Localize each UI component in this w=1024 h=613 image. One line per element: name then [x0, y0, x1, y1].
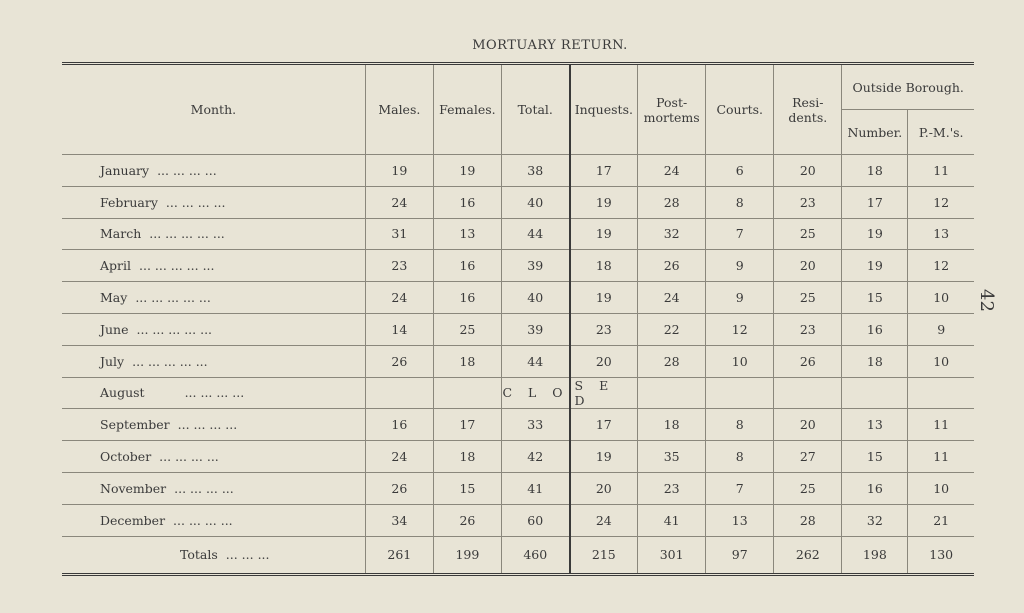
- header-month: Month.: [190, 102, 237, 117]
- leader-dots: ... ... ... ...: [177, 417, 238, 433]
- closed-label-part2: S E D: [574, 377, 615, 408]
- postmortems-cell: 32: [638, 218, 706, 250]
- females-cell: 17: [433, 409, 501, 441]
- number-cell: 16: [842, 472, 908, 504]
- month-cell: [62, 345, 365, 377]
- courts-cell: 10: [706, 345, 774, 377]
- residents-cell: 28: [774, 504, 842, 536]
- total-cell: 33: [501, 409, 569, 441]
- total-cell: [501, 377, 569, 409]
- header-males: Males.: [365, 64, 433, 155]
- number-cell: 15: [842, 282, 908, 314]
- residents-cell: 23: [774, 186, 842, 218]
- number-cell: 13: [842, 409, 908, 441]
- postmortems-cell: 301: [638, 536, 706, 574]
- month-cell: [62, 250, 365, 282]
- residents-cell: 20: [774, 409, 842, 441]
- males-cell: 23: [365, 250, 433, 282]
- postmortems-cell: 23: [638, 472, 706, 504]
- residents-cell: 20: [774, 155, 842, 187]
- header-total: Total.: [501, 64, 569, 155]
- residents-cell: 25: [774, 218, 842, 250]
- total-cell: 60: [501, 504, 569, 536]
- pms-cell: 21: [908, 504, 974, 536]
- leader-dots: ... ... ... ... ...: [135, 290, 211, 306]
- mortuary-table: [62, 62, 974, 576]
- inquests-cell: 19: [570, 218, 638, 250]
- inquests-cell: 215: [570, 536, 638, 574]
- courts-cell: 97: [706, 536, 774, 574]
- header-residents-line2: dents.: [788, 109, 828, 125]
- number-cell: 198: [842, 536, 908, 574]
- leader-dots: ... ... ... ...: [173, 512, 233, 528]
- courts-cell: 13: [706, 504, 774, 536]
- header-residents-line1: Resi-: [792, 94, 824, 110]
- residents-cell: 25: [774, 472, 842, 504]
- males-cell: 26: [365, 345, 433, 377]
- postmortems-cell: [638, 377, 706, 409]
- males-cell: 34: [365, 504, 433, 536]
- postmortems-cell: 35: [638, 441, 706, 473]
- leader-dots: ... ... ... ...: [159, 449, 219, 465]
- table-row: [62, 345, 974, 377]
- month-cell: [62, 282, 365, 314]
- table-body: [62, 155, 974, 575]
- month-label: August: [100, 385, 145, 401]
- page-number: 42: [975, 289, 997, 312]
- courts-cell: 8: [706, 409, 774, 441]
- postmortems-cell: 28: [638, 186, 706, 218]
- month-cell: [62, 441, 365, 473]
- courts-cell: 8: [706, 441, 774, 473]
- postmortems-cell: 24: [638, 155, 706, 187]
- residents-cell: [774, 377, 842, 409]
- number-cell: 16: [842, 313, 908, 345]
- header-postmortems: [638, 64, 706, 155]
- females-cell: 16: [433, 282, 501, 314]
- month-cell: [62, 409, 365, 441]
- courts-cell: 8: [706, 186, 774, 218]
- number-cell: 17: [842, 186, 908, 218]
- month-label: April: [100, 258, 131, 274]
- month-label: September: [100, 417, 170, 433]
- table-row: [62, 282, 974, 314]
- inquests-cell: 23: [570, 313, 638, 345]
- leader-dots: ... ... ... ...: [157, 162, 217, 178]
- inquests-cell: 17: [570, 155, 638, 187]
- month-label: July: [100, 353, 125, 369]
- total-cell: 41: [501, 472, 569, 504]
- month-cell: [62, 313, 365, 345]
- males-cell: 24: [365, 282, 433, 314]
- month-cell: [62, 377, 365, 409]
- total-cell: 44: [501, 345, 569, 377]
- number-cell: 18: [842, 345, 908, 377]
- number-cell: 19: [842, 250, 908, 282]
- month-label: November: [100, 480, 167, 496]
- table-row: [62, 441, 974, 473]
- pms-cell: 10: [908, 282, 974, 314]
- totals-row: [62, 536, 974, 574]
- total-cell: 42: [501, 441, 569, 473]
- table-row: [62, 186, 974, 218]
- postmortems-cell: 24: [638, 282, 706, 314]
- total-cell: 39: [501, 250, 569, 282]
- courts-cell: 7: [706, 218, 774, 250]
- leader-dots: ... ... ... ... ...: [139, 258, 215, 274]
- leader-dots: ... ... ... ...: [174, 480, 234, 496]
- females-cell: 19: [433, 155, 501, 187]
- inquests-cell: 19: [570, 186, 638, 218]
- residents-cell: 20: [774, 250, 842, 282]
- females-cell: 199: [433, 536, 501, 574]
- pms-cell: 10: [908, 345, 974, 377]
- courts-cell: 6: [706, 155, 774, 187]
- inquests-cell: 19: [570, 282, 638, 314]
- total-cell: 40: [501, 282, 569, 314]
- table-row: [62, 218, 974, 250]
- page-title: MORTUARY RETURN.: [472, 38, 628, 53]
- month-label: March: [100, 226, 142, 242]
- courts-cell: 9: [706, 282, 774, 314]
- courts-cell: [706, 377, 774, 409]
- month-label: Totals: [180, 547, 218, 563]
- total-cell: 460: [501, 536, 569, 574]
- pms-cell: 9: [908, 313, 974, 345]
- pms-cell: 130: [908, 536, 974, 574]
- postmortems-cell: 26: [638, 250, 706, 282]
- residents-cell: 25: [774, 282, 842, 314]
- header-postmortems-line2: mortems: [643, 109, 700, 125]
- males-cell: 19: [365, 155, 433, 187]
- females-cell: 13: [433, 218, 501, 250]
- inquests-cell: 20: [570, 345, 638, 377]
- table-row: [62, 250, 974, 282]
- females-cell: 16: [433, 250, 501, 282]
- females-cell: 26: [433, 504, 501, 536]
- leader-dots: ... ... ... ... ...: [132, 353, 208, 369]
- header-courts: Courts.: [706, 64, 774, 155]
- postmortems-cell: 41: [638, 504, 706, 536]
- number-cell: 18: [842, 155, 908, 187]
- males-cell: 26: [365, 472, 433, 504]
- month-label: December: [100, 512, 166, 528]
- month-cell: [62, 504, 365, 536]
- courts-cell: 12: [706, 313, 774, 345]
- residents-cell: 26: [774, 345, 842, 377]
- month-cell: [62, 536, 365, 574]
- postmortems-cell: 28: [638, 345, 706, 377]
- header-residents: [774, 64, 842, 155]
- pms-cell: [908, 377, 974, 409]
- table-row: [62, 409, 974, 441]
- inquests-cell: 17: [570, 409, 638, 441]
- leader-dots: ... ... ...: [225, 547, 270, 563]
- table-row: [62, 155, 974, 187]
- header-number: Number.: [842, 110, 908, 155]
- total-cell: 38: [501, 155, 569, 187]
- pms-cell: 10: [908, 472, 974, 504]
- residents-cell: 23: [774, 313, 842, 345]
- mortuary-table-wrap: [62, 62, 974, 576]
- month-cell: [62, 186, 365, 218]
- number-cell: [842, 377, 908, 409]
- closed-label-part1: C L O: [502, 385, 569, 401]
- total-cell: 39: [501, 313, 569, 345]
- pms-cell: 11: [908, 155, 974, 187]
- total-cell: 40: [501, 186, 569, 218]
- females-cell: [433, 377, 501, 409]
- inquests-cell: 24: [570, 504, 638, 536]
- inquests-cell: 18: [570, 250, 638, 282]
- table-row: [62, 472, 974, 504]
- header-postmortems-line1: Post-: [656, 94, 688, 110]
- leader-dots: ... ... ... ... ...: [149, 226, 225, 242]
- pms-cell: 12: [908, 186, 974, 218]
- number-cell: 19: [842, 218, 908, 250]
- table-row: [62, 313, 974, 345]
- header-outside-borough: Outside Borough.: [842, 64, 974, 110]
- residents-cell: 262: [774, 536, 842, 574]
- postmortems-cell: 22: [638, 313, 706, 345]
- month-label: January: [100, 162, 150, 178]
- males-cell: 24: [365, 441, 433, 473]
- pms-cell: 12: [908, 250, 974, 282]
- females-cell: 18: [433, 441, 501, 473]
- pms-cell: 11: [908, 441, 974, 473]
- males-cell: [365, 377, 433, 409]
- inquests-cell: [570, 377, 638, 409]
- month-label: June: [100, 321, 129, 337]
- month-cell: [62, 472, 365, 504]
- males-cell: 14: [365, 313, 433, 345]
- courts-cell: 9: [706, 250, 774, 282]
- month-label: October: [100, 449, 152, 465]
- pms-cell: 13: [908, 218, 974, 250]
- pms-cell: 11: [908, 409, 974, 441]
- month-cell: [62, 155, 365, 187]
- table-row-august: [62, 377, 974, 409]
- header-pms: P.-M.'s.: [908, 110, 974, 155]
- residents-cell: 27: [774, 441, 842, 473]
- females-cell: 16: [433, 186, 501, 218]
- inquests-cell: 20: [570, 472, 638, 504]
- females-cell: 18: [433, 345, 501, 377]
- inquests-cell: 19: [570, 441, 638, 473]
- leader-dots: ... ... ... ... ...: [136, 321, 213, 337]
- leader-dots: ... ... ... ...: [165, 194, 226, 210]
- table-row: [62, 504, 974, 536]
- leader-dots: ... ... ... ...: [184, 385, 245, 401]
- males-cell: 261: [365, 536, 433, 574]
- header-females: Females.: [433, 64, 501, 155]
- month-label: May: [100, 290, 128, 306]
- header-inquests: Inquests.: [570, 64, 638, 155]
- month-label: February: [100, 194, 158, 210]
- females-cell: 15: [433, 472, 501, 504]
- males-cell: 16: [365, 409, 433, 441]
- number-cell: 32: [842, 504, 908, 536]
- courts-cell: 7: [706, 472, 774, 504]
- total-cell: 44: [501, 218, 569, 250]
- males-cell: 31: [365, 218, 433, 250]
- males-cell: 24: [365, 186, 433, 218]
- postmortems-cell: 18: [638, 409, 706, 441]
- females-cell: 25: [433, 313, 501, 345]
- number-cell: 15: [842, 441, 908, 473]
- month-cell: [62, 218, 365, 250]
